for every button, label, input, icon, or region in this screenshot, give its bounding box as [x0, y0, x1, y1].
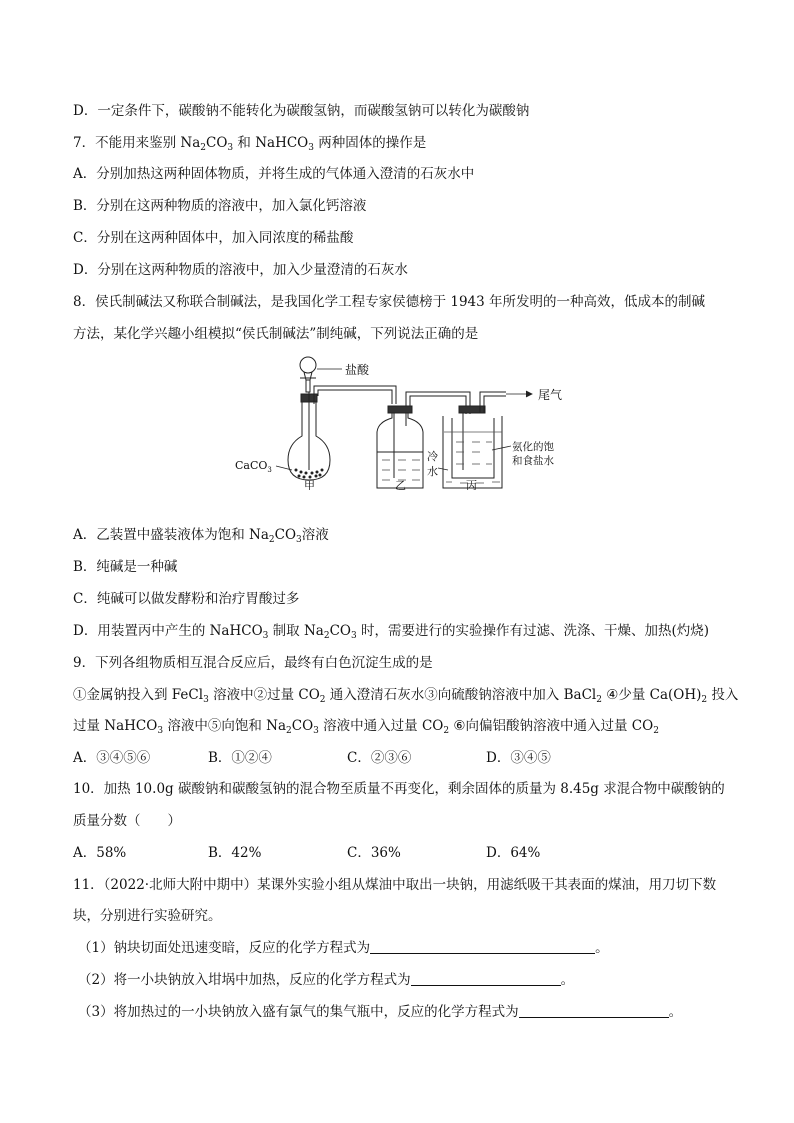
label-cold-water-2: 水	[427, 465, 438, 478]
q7-stem: 7．不能用来鉴别 $Na_2CO_3$ 和 NaHCO$_3$ 两种固体的操作是	[73, 135, 427, 153]
q8-option-b: B．纯碱是一种碱	[73, 559, 178, 575]
answer-blank-1[interactable]	[370, 939, 595, 954]
q8-option-c: C．纯碱可以做发酵粉和治疗胃酸过多	[73, 591, 300, 607]
q9-items-line2: 过量 NaHCO$_3$ 溶液中⑤向饱和 $Na_2CO_3$ 溶液中通入过量 $CO_2$ ⑥向偏铝酸钠溶液中通入过量 $CO_2$	[73, 718, 659, 736]
q10-option-c: C．36%	[347, 845, 401, 861]
q9-option-d: D．③④⑤	[486, 750, 551, 766]
q8-stem-line1: 8．侯氏制碱法又称联合制碱法，是我国化学工程专家侯德榜于 1943 年所发明的一种高效，低成本的制碱	[73, 294, 706, 310]
beaker-bing	[443, 392, 506, 488]
q9-option-c: C．②③⑥	[347, 750, 412, 766]
label-tail-gas: 尾气	[538, 388, 563, 402]
liquid-yi	[382, 460, 420, 480]
q11-stem-line1: 11．（2022·北师大附中期中）某课外实验小组从煤油中取出一块钠，用滤纸吸干其表面的煤油，用刀切下数	[73, 877, 717, 893]
q9-items-line1: ①金属钠投入到 FeCl$_3$ 溶液中②过量 $CO_2$ 通入澄清石灰水③向硫酸钠溶液中加入 BaCl$_2$ ④少量 $Ca(OH)_2$ 投入	[73, 687, 739, 705]
label-bing: 丙	[466, 479, 477, 490]
q10-option-b: B．42%	[208, 845, 262, 861]
q7-option-d: D．分别在这两种物质的溶液中，加入少量澄清的石灰水	[73, 262, 408, 278]
liquid-bing	[444, 432, 502, 483]
q6-option-d: D．一定条件下，碳酸钠不能转化为碳酸氢钠，而碳酸氢钠可以转化为碳酸钠	[73, 103, 530, 119]
answer-blank-2[interactable]	[411, 971, 561, 986]
label-caco3: CaCO$_3$	[235, 459, 272, 474]
q11-stem-line2: 块，分别进行实验研究。	[73, 908, 222, 924]
q11-sub1: （1）钠块切面处迅速变暗，反应的化学方程式为 。	[78, 940, 609, 956]
q8-stem-line2: 方法，某化学兴趣小组模拟“侯氏制碱法”制纯碱，下列说法正确的是	[73, 326, 479, 342]
q8-option-a: A．乙装置中盛装液体为饱和 $Na_2CO_3$溶液	[73, 527, 329, 545]
label-brine-2: 和食盐水	[512, 455, 554, 467]
q7-option-b: B．分别在这两种物质的溶液中，加入氯化钙溶液	[73, 198, 367, 214]
q10-stem-line2: 质量分数（ ）	[73, 813, 181, 829]
label-yi: 乙	[395, 479, 406, 490]
q9-option-b: B．①②④	[208, 750, 272, 766]
q11-sub3: （3）将加热过的一小块钠放入盛有氯气的集气瓶中，反应的化学方程式为 。	[78, 1004, 683, 1020]
label-jia: 甲	[304, 479, 315, 490]
label-cold-water-1: 冷	[427, 450, 438, 463]
q10-option-d: D．64%	[486, 845, 541, 861]
q11-sub2: （2）将一小块钠放入坩埚中加热，反应的化学方程式为 。	[78, 972, 575, 988]
q9-stem: 9．下列各组物质相互混合反应后，最终有白色沉淀生成的是	[73, 655, 433, 671]
apparatus-diagram	[230, 352, 570, 490]
q7-option-c: C．分别在这两种固体中，加入同浓度的稀盐酸	[73, 230, 354, 246]
label-brine-1: 氨化的饱	[512, 441, 554, 453]
answer-blank-3[interactable]	[519, 1003, 669, 1018]
bottle-yi	[377, 406, 423, 488]
q8-option-d: D．用装置丙中产生的 NaHCO$_3$ 制取 $Na_2CO_3$ 时，需要进行的实验操作有过滤、洗涤、干燥、加热(灼烧)	[73, 623, 710, 641]
q7-option-a: A．分别加热这两种固体物质，并将生成的气体通入澄清的石灰水中	[73, 166, 475, 182]
q9-option-a: A．③④⑤⑥	[73, 750, 151, 766]
flask-jia	[288, 392, 330, 480]
q10-option-a: A．58%	[73, 845, 127, 861]
q10-stem-line1: 10．加热 10.0g 碳酸钠和碳酸氢钠的混合物至质量不再变化，剩余固体的质量为 8.45g 求混合物中碳酸钠的	[73, 781, 725, 797]
label-hcl: 盐酸	[345, 363, 370, 377]
